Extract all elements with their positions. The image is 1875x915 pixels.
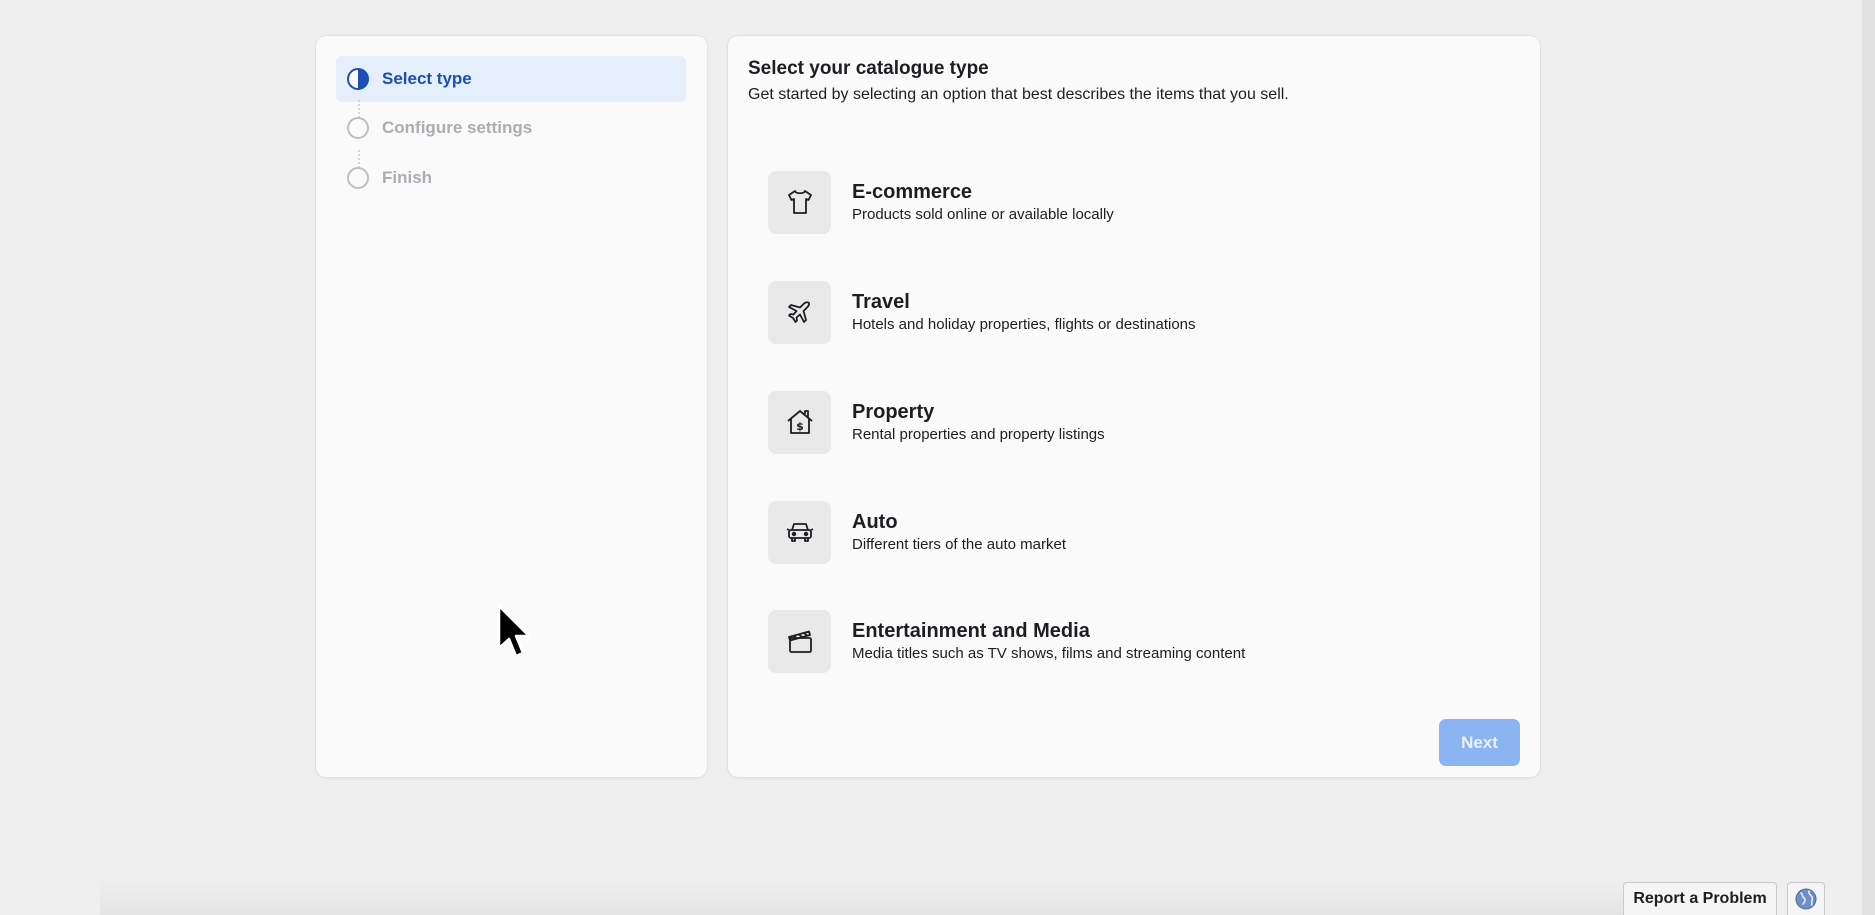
bottom-shade xyxy=(100,880,1700,915)
option-entertainment-media[interactable] xyxy=(768,609,1468,673)
steps-panel xyxy=(316,36,707,777)
option-ecommerce[interactable] xyxy=(768,170,1468,234)
empty-circle-icon xyxy=(347,167,369,189)
option-travel[interactable] xyxy=(768,280,1468,344)
option-title: E-commerce xyxy=(852,180,973,203)
step-label: Finish xyxy=(382,168,433,187)
option-title: Property xyxy=(852,400,935,423)
tshirt-icon xyxy=(768,171,831,234)
clapperboard-icon xyxy=(768,610,831,673)
half-filled-circle-icon xyxy=(347,68,369,90)
option-description: Media titles such as TV shows, films and streaming content xyxy=(852,644,1246,662)
globe-icon xyxy=(1794,887,1818,911)
house-dollar-icon xyxy=(768,391,831,454)
car-icon xyxy=(768,501,831,564)
empty-circle-icon xyxy=(347,117,369,139)
catalogue-type-panel xyxy=(728,36,1540,777)
option-description: Products sold online or available locally xyxy=(852,205,1114,223)
option-title: Auto xyxy=(852,510,898,533)
step-select-type[interactable] xyxy=(336,56,686,102)
page-title: Select your catalogue type xyxy=(748,58,989,79)
option-auto[interactable] xyxy=(768,500,1468,564)
language-button[interactable] xyxy=(1787,882,1825,915)
step-finish[interactable] xyxy=(336,155,726,201)
option-property[interactable] xyxy=(768,390,1468,454)
next-button[interactable]: Next xyxy=(1439,719,1520,766)
window-edge xyxy=(1862,0,1875,915)
svg-text:$: $ xyxy=(795,420,804,433)
option-title: Travel xyxy=(852,290,910,313)
mouse-cursor-icon xyxy=(496,604,532,662)
step-configure-settings[interactable] xyxy=(336,105,726,151)
option-description: Rental properties and property listings xyxy=(852,425,1105,443)
page-subtitle: Get started by selecting an option that best describes the items that you sell. xyxy=(748,86,1289,103)
option-description: Different tiers of the auto market xyxy=(852,535,1066,553)
option-description: Hotels and holiday properties, flights or destinations xyxy=(852,315,1196,333)
step-label: Configure settings xyxy=(382,118,533,137)
step-label: Select type xyxy=(382,69,472,88)
option-title: Entertainment and Media xyxy=(852,619,1090,642)
airplane-icon xyxy=(768,281,831,344)
report-problem-button[interactable]: Report a Problem xyxy=(1623,882,1777,915)
